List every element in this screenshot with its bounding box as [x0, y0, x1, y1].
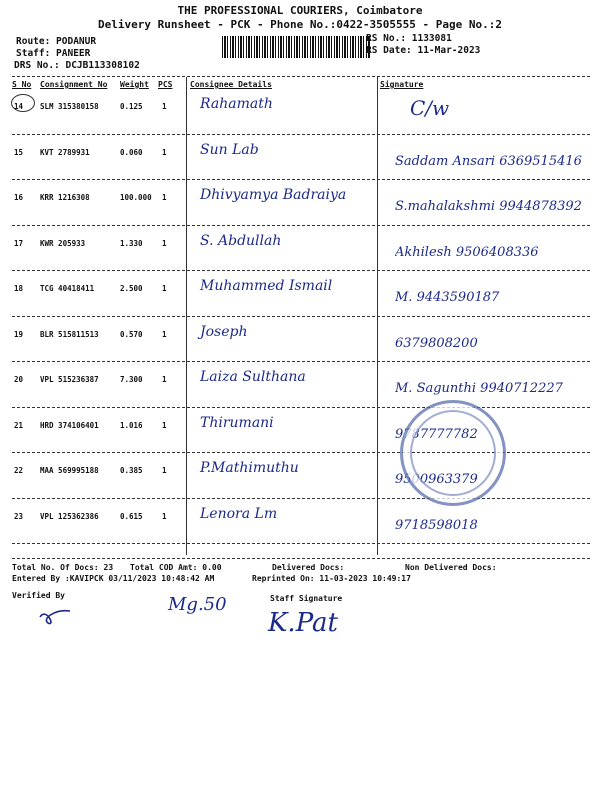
cell-pcs: 1	[162, 238, 167, 248]
cell-consignee-handwritten: Sun Lab	[200, 141, 259, 158]
col-pcs: PCS	[158, 80, 173, 89]
cell-consignment-no: MAA 569995188	[40, 466, 99, 475]
cell-signature-handwritten: M. 9443590187	[395, 290, 500, 305]
cell-weight: 7.300	[120, 375, 143, 384]
delivery-stamp	[400, 400, 506, 506]
cell-consignee-handwritten: Rahamath	[200, 96, 273, 112]
cell-consignment-no: KVT 2789931	[40, 147, 90, 157]
cell-signature-handwritten: M. Sagunthi 9940712227	[395, 381, 563, 396]
row-separator	[12, 361, 590, 362]
cell-consignment-no: VPL 515236387	[40, 375, 99, 384]
delivered-docs: Delivered Docs:	[272, 563, 345, 572]
barcode	[222, 36, 370, 58]
row-separator	[12, 407, 590, 408]
cell-consignee-handwritten: Dhivyamya Badraiya	[200, 187, 347, 203]
cell-sno: 17	[14, 238, 24, 248]
col-consignment: Consignment No	[40, 80, 108, 89]
cell-sno: 16	[14, 193, 24, 202]
cell-sno: 21	[14, 420, 24, 430]
cell-signature-handwritten: Saddam Ansari 6369515416	[395, 153, 582, 169]
staff-label: Staff: PANEER	[16, 48, 91, 59]
cell-pcs: 1	[162, 420, 167, 430]
cell-consignment-no: TCG 40418411	[40, 284, 95, 293]
verifier-signature-mark	[36, 605, 76, 629]
cell-sno: 23	[14, 511, 24, 521]
total-docs: Total No. Of Docs: 23	[12, 563, 114, 572]
cell-consignment-no: KRR 1216308	[40, 193, 90, 202]
document-title: THE PROFESSIONAL COURIERS, Coimbatore	[177, 4, 423, 17]
row-separator	[12, 543, 590, 544]
col-signature: Signature	[380, 80, 424, 89]
cell-pcs: 1	[162, 329, 167, 339]
cell-signature-handwritten: C/w	[410, 96, 450, 120]
cell-consignee-handwritten: S. Abdullah	[200, 232, 282, 249]
col-consignee: Consignee Details	[190, 80, 272, 89]
total-cod: Total COD Amt: 0.00	[130, 563, 222, 572]
cell-sno: 19	[14, 329, 24, 339]
cell-consignee-handwritten: P.Mathimuthu	[200, 460, 299, 476]
cell-sno: 18	[14, 284, 24, 293]
cell-sno: 15	[14, 147, 24, 157]
cell-consignee-handwritten: Thirumani	[200, 414, 274, 431]
drs-number: DRS No.: DCJB113308102	[14, 60, 140, 71]
cell-signature-handwritten: Akhilesh 9506408336	[395, 244, 539, 260]
cell-consignment-no: SLM 315380158	[40, 102, 99, 111]
row-separator	[12, 134, 590, 135]
cell-pcs: 1	[162, 147, 167, 157]
entered-by: Entered By :KAVIPCK 03/11/2023 10:48:42 AM	[12, 574, 215, 583]
cell-weight: 0.125	[120, 102, 143, 111]
row-separator	[12, 316, 590, 317]
footer-rule	[12, 558, 590, 559]
row-separator	[12, 225, 590, 226]
cell-weight: 2.500	[120, 284, 143, 293]
cell-weight: 0.060	[120, 147, 143, 157]
non-delivered-docs: Non Delivered Docs:	[405, 563, 497, 572]
cell-signature-handwritten: 9500963379	[395, 472, 478, 487]
cell-pcs: 1	[162, 466, 167, 475]
cell-consignment-no: KWR 205933	[40, 238, 86, 248]
cell-sno: 22	[14, 466, 24, 475]
cell-consignee-handwritten: Muhammed Ismail	[200, 278, 333, 294]
verified-note: Mg.50	[168, 594, 227, 615]
route-label: Route: PODANUR	[16, 36, 97, 47]
cell-weight: 0.615	[120, 511, 143, 521]
cell-weight: 0.385	[120, 466, 143, 475]
staff-signature-label: Staff Signature	[270, 594, 343, 603]
cell-pcs: 1	[162, 284, 167, 293]
rs-date: RS Date: 11-Mar-2023	[366, 45, 481, 56]
cell-consignee-handwritten: Lenora Lm	[200, 505, 278, 522]
cell-consignee-handwritten: Laiza Sulthana	[200, 369, 306, 385]
cell-signature-handwritten: S.mahalakshmi 9944878392	[395, 199, 582, 214]
cell-weight: 1.330	[120, 238, 143, 248]
cell-pcs: 1	[162, 511, 167, 521]
cell-consignee-handwritten: Joseph	[200, 323, 248, 340]
cell-consignment-no: HRD 374106401	[40, 420, 99, 430]
staff-signature: K.Pat	[268, 608, 338, 638]
reprinted-on: Reprinted On: 11-03-2023 10:49:17	[252, 574, 411, 583]
document-subtitle: Delivery Runsheet - PCK - Phone No.:0422-3505555 - Page No.:2	[98, 18, 502, 31]
row-separator	[12, 498, 590, 499]
rs-number: RS No.: 1133081	[366, 33, 452, 44]
cell-weight: 1.016	[120, 420, 143, 430]
col-sno: S No	[12, 80, 32, 89]
verified-by-label: Verified By	[12, 591, 65, 600]
cell-weight: 0.570	[120, 329, 143, 339]
cell-pcs: 1	[162, 193, 167, 202]
col-weight: Weight	[120, 80, 149, 89]
cell-sno: 14	[14, 102, 24, 111]
cell-signature-handwritten: 9718598018	[395, 517, 478, 533]
cell-consignment-no: BLR 515811513	[40, 329, 99, 339]
cell-consignment-no: VPL 125362386	[40, 511, 99, 521]
cell-signature-handwritten: 9787777782	[395, 426, 478, 442]
cell-pcs: 1	[162, 375, 167, 384]
table-top-rule	[12, 76, 590, 77]
cell-signature-handwritten: 6379808200	[395, 335, 478, 351]
row-separator	[12, 179, 590, 180]
row-separator	[12, 270, 590, 271]
cell-sno: 20	[14, 375, 24, 384]
cell-pcs: 1	[162, 102, 167, 111]
cell-weight: 100.000	[120, 193, 152, 202]
